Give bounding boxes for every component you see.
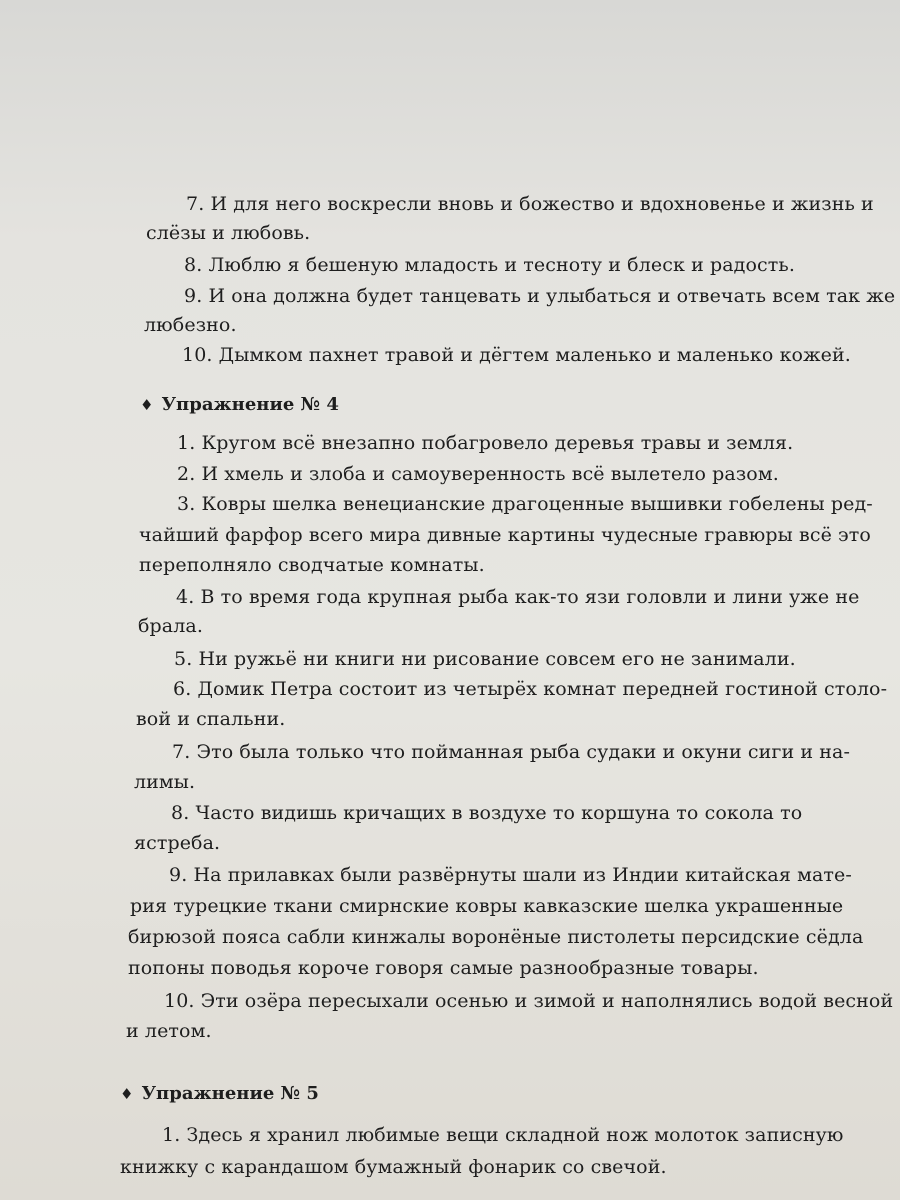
- diamond-bullet-icon: ♦: [120, 1085, 134, 1103]
- exercise-5-title: Упражнение № 5: [141, 1083, 319, 1104]
- ex4-item3-line1: 3. Ковры шелка венецианские драгоценные вышивки гобелены ред-: [177, 493, 873, 515]
- diamond-bullet-icon: ♦: [140, 396, 154, 414]
- ex5-item1-line2: книжку с карандашом бумажный фонарик со свечой.: [120, 1156, 667, 1178]
- ex3-item9-line1: 9. И она должна будет танцевать и улыбаться и отвечать всем так же: [184, 285, 896, 307]
- ex4-item7-line1: 7. Это была только что пойманная рыба судаки и окуни сиги и на-: [172, 741, 850, 763]
- ex4-item8-line2: ястреба.: [134, 832, 221, 854]
- ex4-item8-line1: 8. Часто видишь кричащих в воздухе то коршуна то сокола то: [171, 802, 803, 824]
- ex4-item1: 1. Кругом всё внезапно побагровело деревья травы и земля.: [177, 432, 794, 454]
- ex4-item10-line2: и летом.: [126, 1020, 212, 1042]
- ex4-item6-line1: 6. Домик Петра состоит из четырёх комнат передней гостиной столо-: [173, 678, 888, 700]
- exercise-4-heading: [140, 394, 339, 415]
- exercise-4-title: Упражнение № 4: [161, 394, 339, 415]
- ex4-item3-line3: переполняло сводчатые комнаты.: [139, 554, 485, 576]
- ex4-item10-line1: 10. Эти озёра пересыхали осенью и зимой и наполнялись водой весной: [164, 990, 894, 1012]
- ex4-item4-line2: брала.: [138, 615, 203, 637]
- ex3-item10: 10. Дымком пахнет травой и дёгтем маленько и маленько кожей.: [182, 344, 851, 366]
- ex5-item1-line1: 1. Здесь я хранил любимые вещи складной нож молоток записную: [162, 1124, 844, 1146]
- ex4-item9-line3: бирюзой пояса сабли кинжалы воронёные пистолеты персидские сёдла: [128, 926, 864, 948]
- ex3-item7-line1: 7. И для него воскресли вновь и божество и вдохновенье и жизнь и: [186, 193, 874, 215]
- ex4-item6-line2: вой и спальни.: [136, 708, 286, 730]
- ex4-item5: 5. Ни ружьё ни книги ни рисование совсем его не занимали.: [174, 648, 796, 670]
- ex3-item9-line2: любезно.: [144, 314, 237, 336]
- exercise-5-heading: [120, 1083, 319, 1104]
- ex4-item9-line1: 9. На прилавках были развёрнуты шали из Индии китайская мате-: [169, 864, 852, 886]
- ex4-item4-line1: 4. В то время года крупная рыба как-то язи головли и лини уже не: [176, 586, 860, 608]
- ex4-item3-line2: чайший фарфор всего мира дивные картины чудесные гравюры всё это: [139, 524, 871, 546]
- ex3-item8: 8. Люблю я бешеную младость и тесноту и блеск и радость.: [184, 254, 795, 276]
- ex3-item7-line2: слёзы и любовь.: [146, 222, 311, 244]
- ex4-item9-line2: рия турецкие ткани смирнские ковры кавказские шелка украшенные: [130, 895, 844, 917]
- ex4-item9-line4: попоны поводья короче говоря самые разнообразные товары.: [128, 957, 759, 979]
- ex4-item2: 2. И хмель и злоба и самоуверенность всё вылетело разом.: [177, 463, 779, 485]
- ex4-item7-line2: лимы.: [134, 771, 196, 793]
